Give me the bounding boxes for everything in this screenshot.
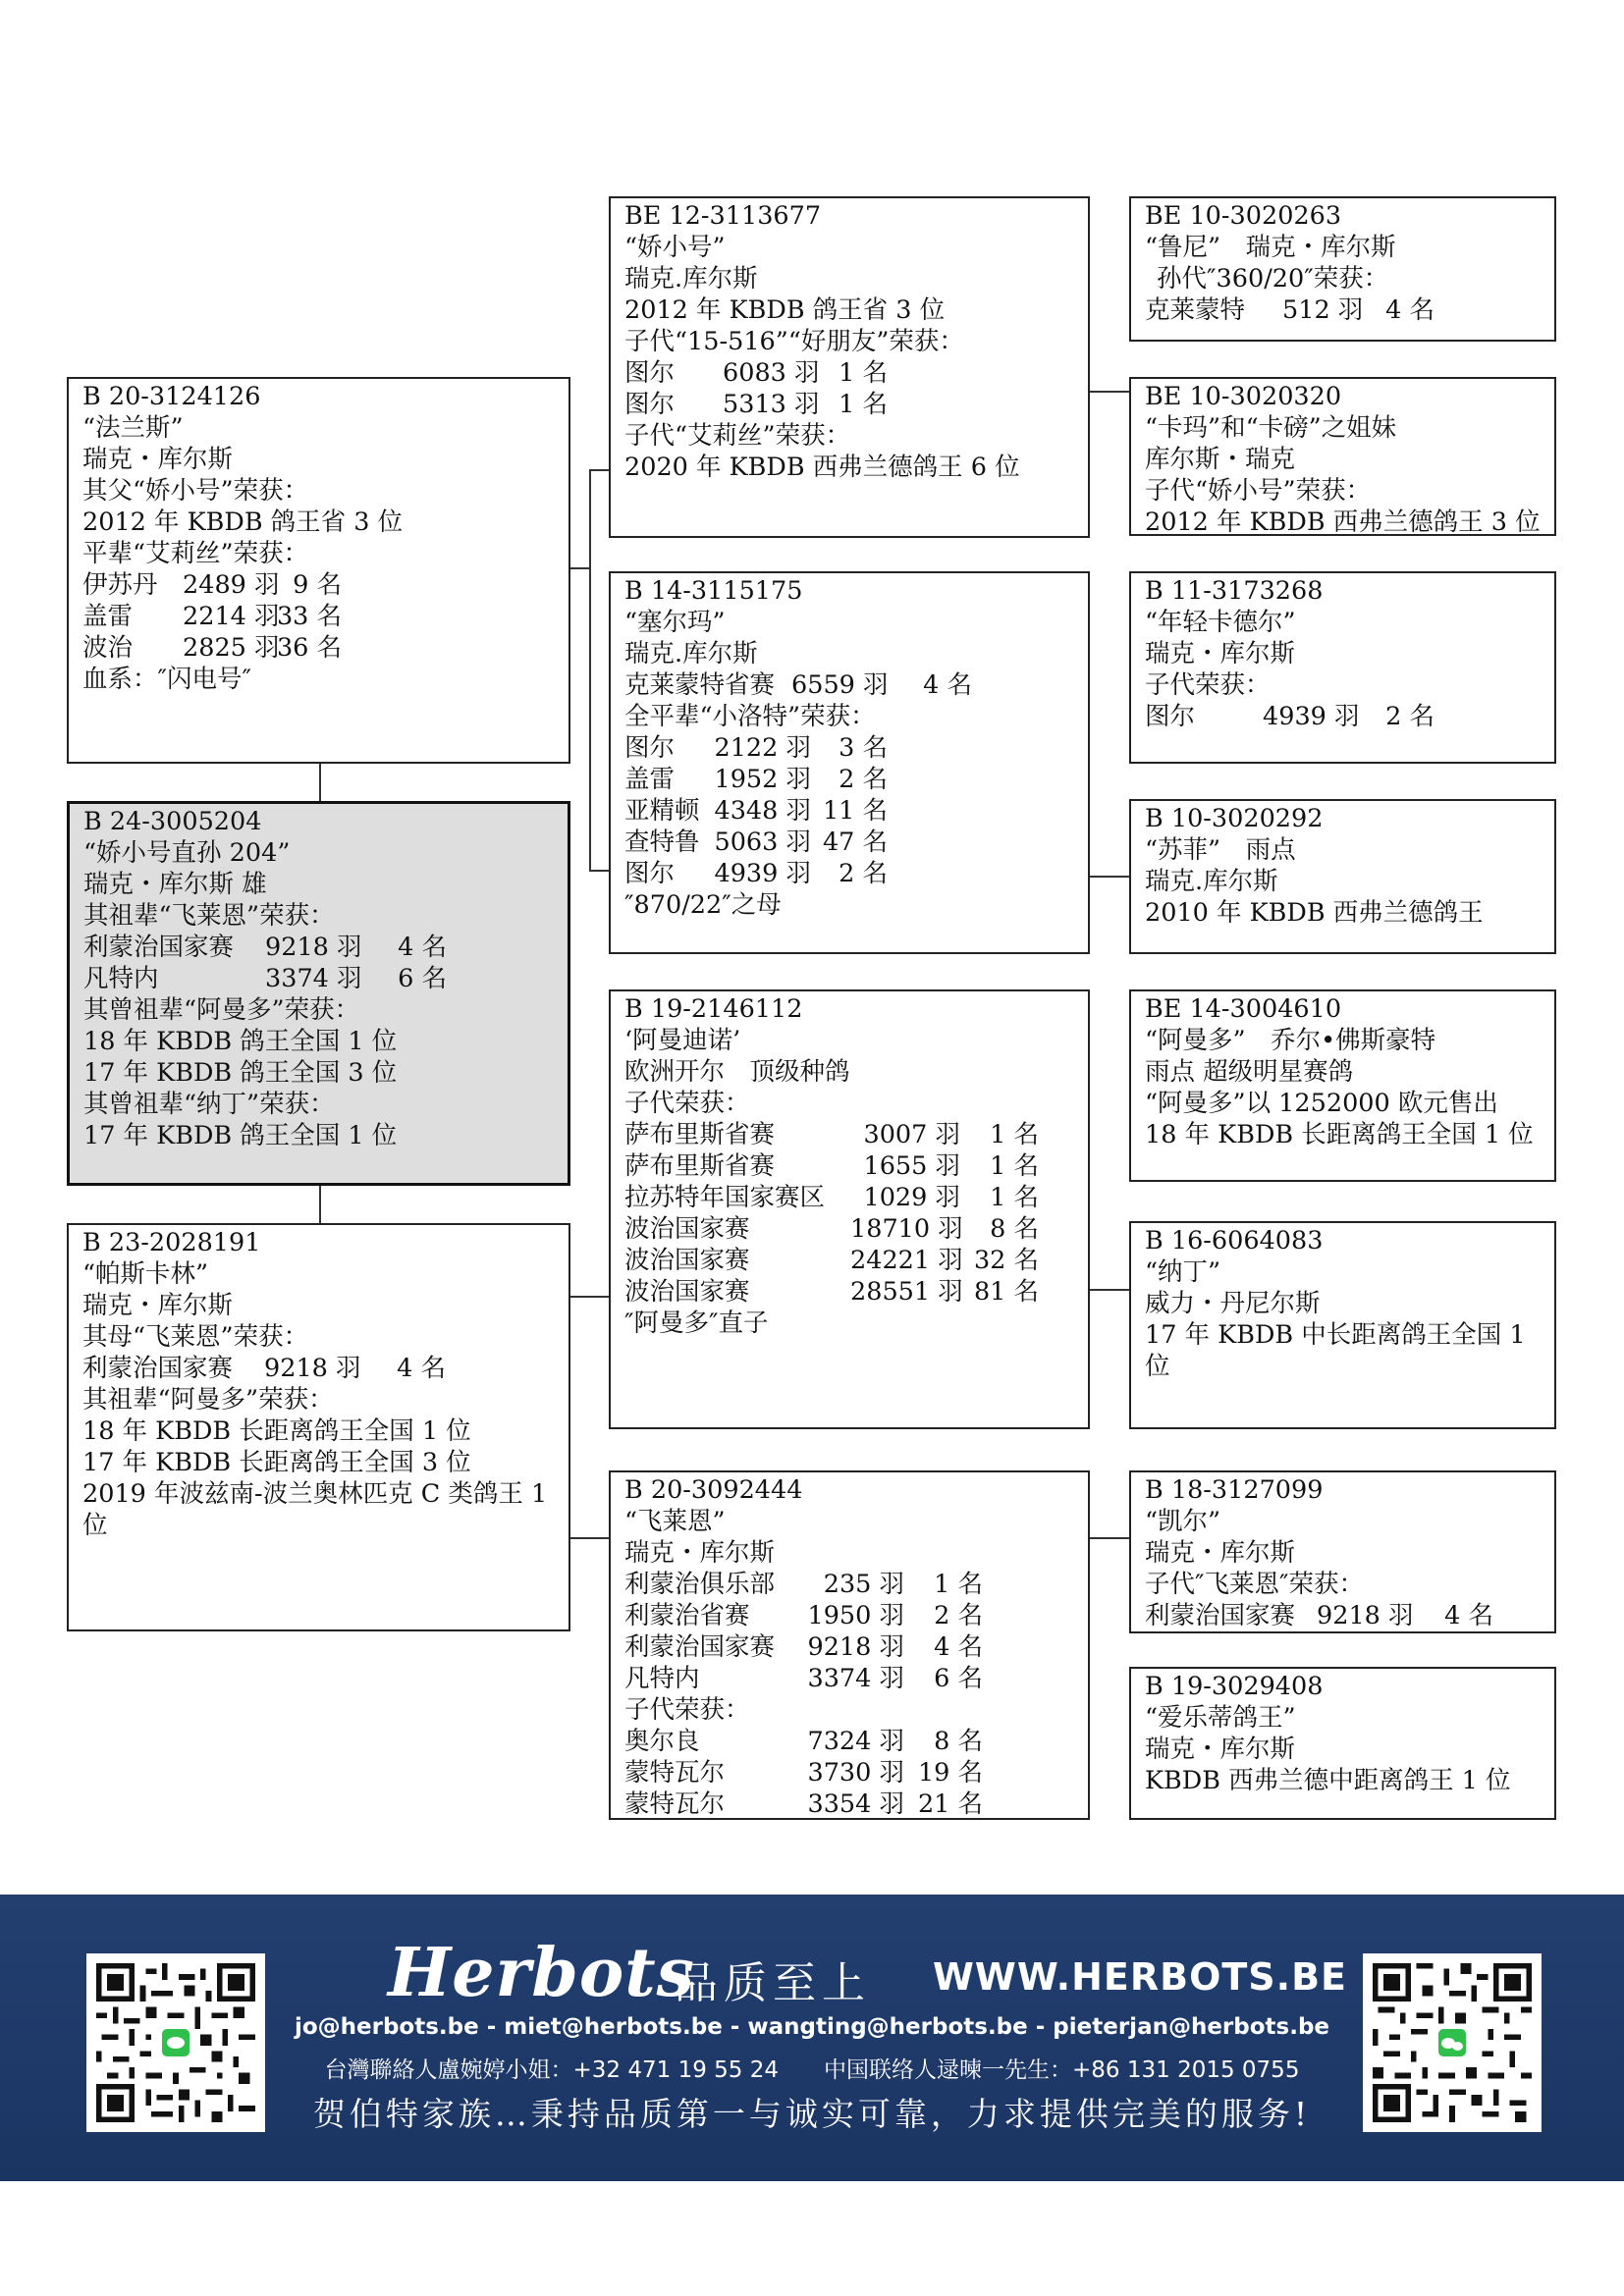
achievement: 17 年 KBDB 中长距离鸽王全国 1 位 xyxy=(1145,1320,1526,1381)
race-result: 盖雷 1952 羽 2 名 xyxy=(624,765,888,794)
race-result: 图尔 6083 羽 1 名 xyxy=(624,358,888,388)
ring-number: BE 10-3020320 xyxy=(1145,382,1342,411)
breeder: 瑞克・库尔斯 xyxy=(82,445,234,474)
pigeon-name: “鲁尼” 瑞克・库尔斯 xyxy=(1145,233,1396,262)
pigeon-name: “卡玛”和“卡磅”之姐妹 xyxy=(1145,413,1397,443)
achievement: 17 年 KBDB 鸽王全国 1 位 xyxy=(83,1121,398,1150)
race-result: 盖雷 2214 羽 33 名 xyxy=(82,602,342,631)
race-result: 利蒙治俱乐部 235 羽 1 名 xyxy=(624,1570,983,1599)
race-result: 波治 2825 羽 36 名 xyxy=(82,633,342,663)
ring-number: B 23-2028191 xyxy=(82,1228,261,1257)
achievement: 2012 年 KBDB 鸽王省 3 位 xyxy=(624,295,946,325)
race-result: 萨布里斯省赛 1655 羽 1 名 xyxy=(624,1151,1039,1181)
race-result: 图尔 5313 羽 1 名 xyxy=(624,390,888,419)
race-result: 蒙特瓦尔 3730 羽 19 名 xyxy=(624,1758,983,1788)
ring-number: B 24-3005204 xyxy=(83,807,262,836)
heading: 全平辈“小洛特”荣获： xyxy=(624,702,876,731)
race-result: 萨布里斯省赛 3007 羽 1 名 xyxy=(624,1120,1039,1149)
breeder: 瑞克.库尔斯 xyxy=(624,264,758,294)
achievement: 2019 年波兹南-波兰奥林匹克 C 类鸽王 1 位 xyxy=(82,1479,548,1540)
race-result: 奥尔良 7324 羽 8 名 xyxy=(624,1727,983,1756)
heading: 子代荣获： xyxy=(624,1695,750,1725)
pigeon-card-sss xyxy=(1129,196,1556,342)
connector-dd-right xyxy=(1090,1537,1129,1539)
ring-number: BE 14-3004610 xyxy=(1145,994,1342,1024)
pigeon-name: “苏菲” 雨点 xyxy=(1145,835,1296,865)
pigeon-name: “纳丁” xyxy=(1145,1257,1221,1287)
ring-number: B 14-3115175 xyxy=(624,576,803,606)
race-result: 利蒙治国家赛 9218 羽 4 名 xyxy=(1145,1601,1493,1630)
achievement: 2020 年 KBDB 西弗兰德鸽王 6 位 xyxy=(624,453,1020,482)
pigeon-name: “年轻卡德尔” xyxy=(1145,608,1296,637)
pigeon-card-dsd xyxy=(1129,1221,1556,1429)
connector-ds-left xyxy=(570,1537,610,1539)
pigeon-name: “阿曼多” 乔尔•佛斯豪特 xyxy=(1145,1026,1436,1055)
race-result: 凡特内 3374 羽 6 名 xyxy=(83,964,447,993)
pigeon-card-sds xyxy=(1129,571,1556,764)
heading: 子代“娇小号”荣获： xyxy=(1145,476,1372,506)
breeder: 瑞克・库尔斯 xyxy=(82,1291,234,1320)
ring-number: B 19-2146112 xyxy=(624,994,803,1024)
heading: 其母“飞莱恩”荣获： xyxy=(82,1322,309,1352)
race-result: 图尔 4939 羽 2 名 xyxy=(1145,702,1435,731)
connector-ss-right xyxy=(1090,391,1129,393)
pigeon-card-dd xyxy=(609,1470,1090,1820)
breeder: 威力・丹尼尔斯 xyxy=(1145,1289,1321,1318)
brand-header xyxy=(388,1934,1348,2012)
connector-sire-bracket xyxy=(589,469,591,871)
pigeon-card-sdd xyxy=(1129,799,1556,954)
ring-number: B 18-3127099 xyxy=(1145,1475,1324,1505)
bloodline: ″阿曼多″直子 xyxy=(624,1308,769,1338)
achievement: 18 年 KBDB 长距离鸽王全国 1 位 xyxy=(1145,1120,1534,1149)
breeder: 瑞克・库尔斯 xyxy=(624,1538,776,1568)
breeder: 瑞克・库尔斯 xyxy=(1145,639,1296,668)
race-result: 波治国家赛 18710 羽 8 名 xyxy=(624,1214,1039,1244)
herbots-logo: Herbots xyxy=(388,1934,695,2012)
breeder: 瑞克・库尔斯 xyxy=(1145,1538,1296,1568)
race-result: 凡特内 3374 羽 6 名 xyxy=(624,1664,983,1693)
heading: 其曾祖辈“纳丁”荣获： xyxy=(83,1090,335,1119)
footer-banner xyxy=(0,1895,1624,2181)
ring-number: B 10-3020292 xyxy=(1145,804,1324,833)
pigeon-name: “法兰斯” xyxy=(82,413,184,443)
achievement: 雨点 超级明星赛鸽 xyxy=(1145,1057,1354,1087)
pigeon-name: ‘阿曼迪诺’ xyxy=(624,1026,741,1055)
pigeon-card-dds xyxy=(1129,1470,1556,1633)
race-result: 波治国家赛 28551 羽 81 名 xyxy=(624,1277,1039,1307)
race-result: 伊苏丹 2489 羽 9 名 xyxy=(82,570,342,600)
race-result: 利蒙治国家赛 9218 羽 4 名 xyxy=(83,933,447,962)
heading: 孙代″360/20″荣获： xyxy=(1157,264,1389,294)
heading: 子代荣获： xyxy=(624,1089,750,1118)
race-result: 利蒙治国家赛 9218 羽 4 名 xyxy=(82,1354,446,1383)
achievement: 18 年 KBDB 鸽王全国 1 位 xyxy=(83,1027,398,1056)
breeder: 瑞克.库尔斯 xyxy=(1145,867,1278,896)
connector-sd-right xyxy=(1090,876,1129,878)
email-addresses[interactable]: jo@herbots.be - miet@herbots.be - wangting@herbots.be - pieterjan@herbots.be xyxy=(294,2014,1330,2040)
breeder: 欧洲开尔 顶级种鸽 xyxy=(624,1057,850,1087)
race-result: 亚精顿 4348 羽 11 名 xyxy=(624,796,888,826)
achievement: 2012 年 KBDB 西弗兰德鸽王 3 位 xyxy=(1145,507,1541,536)
race-result: 克莱蒙特省赛 6559 羽 4 名 xyxy=(624,670,972,700)
race-result: 拉苏特年国家赛区 1029 羽 1 名 xyxy=(624,1183,1039,1212)
slogan: 品质至上 xyxy=(675,1958,871,2008)
race-result: 查特鲁 5063 羽 47 名 xyxy=(624,828,888,857)
race-result: 克莱蒙特 512 羽 4 名 xyxy=(1145,295,1435,325)
pigeon-name: “帕斯卡林” xyxy=(82,1259,209,1289)
achievement: 17 年 KBDB 鸽王全国 3 位 xyxy=(83,1058,398,1088)
connector-sire-right xyxy=(570,567,590,569)
pigeon-card-ddd xyxy=(1129,1667,1556,1820)
pigeon-name: “飞莱恩” xyxy=(624,1507,726,1536)
breeder: 瑞克.库尔斯 xyxy=(624,639,758,668)
achievement: 2010 年 KBDB 西弗兰德鸽王 xyxy=(1145,898,1484,928)
race-result: 蒙特瓦尔 3354 羽 21 名 xyxy=(624,1789,983,1819)
heading: 其祖辈“阿曼多”荣获： xyxy=(82,1385,334,1415)
heading: 子代“艾莉丝”荣获： xyxy=(624,421,851,451)
race-result: 利蒙治省赛 1950 羽 2 名 xyxy=(624,1601,983,1630)
pigeon-name: “娇小号直孙 204” xyxy=(83,838,291,868)
connector-sire-subject xyxy=(319,764,321,801)
heading: 平辈“艾莉丝”荣获： xyxy=(82,539,309,568)
race-result: 波治国家赛 24221 羽 32 名 xyxy=(624,1246,1039,1275)
pigeon-card-dss xyxy=(1129,989,1556,1182)
pigeon-name: “凯尔” xyxy=(1145,1507,1221,1536)
race-result: 图尔 4939 羽 2 名 xyxy=(624,859,888,888)
heading: 其曾祖辈“阿曼多”荣获： xyxy=(83,995,360,1025)
pigeon-name: “爱乐蒂鸽王” xyxy=(1145,1703,1296,1733)
pigeon-card-ds xyxy=(609,989,1090,1429)
pigeon-card-sd xyxy=(609,571,1090,954)
breeder: 瑞克・库尔斯 雄 xyxy=(83,870,267,899)
pigeon-card-ssd xyxy=(1129,377,1556,536)
connector-dam-right xyxy=(570,1296,610,1298)
pigeon-card-subject xyxy=(67,801,570,1186)
pigeon-name: “娇小号” xyxy=(624,233,726,262)
breeder: 库尔斯・瑞克 xyxy=(1145,445,1296,474)
achievement: “阿曼多”以 1252000 欧元售出 xyxy=(1145,1089,1498,1118)
motto: 贺伯特家族…秉持品质第一与诚实可靠，力求提供完美的服务! xyxy=(312,2095,1312,2133)
heading: 子代“15-516”“好朋友”荣获： xyxy=(624,327,964,356)
ring-number: B 20-3124126 xyxy=(82,382,261,411)
ring-number: B 20-3092444 xyxy=(624,1475,803,1505)
connector-ds-right xyxy=(1090,1289,1129,1291)
achievement: 18 年 KBDB 长距离鸽王全国 1 位 xyxy=(82,1416,471,1446)
heading: 其父“娇小号”荣获： xyxy=(82,476,309,506)
achievement: KBDB 西弗兰德中距离鸽王 1 位 xyxy=(1145,1766,1511,1795)
bloodline: ″870/22″之母 xyxy=(624,890,782,920)
connector-subject-dam xyxy=(319,1186,321,1223)
achievement: 2012 年 KBDB 鸽王省 3 位 xyxy=(82,507,404,537)
heading: 子代荣获： xyxy=(1145,670,1271,700)
achievement: 17 年 KBDB 长距离鸽王全国 3 位 xyxy=(82,1448,471,1477)
ring-number: BE 12-3113677 xyxy=(624,201,822,231)
pigeon-card-sire xyxy=(67,377,570,764)
ring-number: B 19-3029408 xyxy=(1145,1672,1324,1701)
pigeon-name: “塞尔玛” xyxy=(624,608,726,637)
heading: 其祖辈“飞莱恩”荣获： xyxy=(83,901,335,931)
connector-to-ss xyxy=(589,469,609,471)
ring-number: BE 10-3020263 xyxy=(1145,201,1342,231)
heading: 子代″飞莱恩″荣获： xyxy=(1145,1570,1365,1599)
connector-to-sd xyxy=(589,870,609,872)
website-link[interactable]: WWW.HERBOTS.BE xyxy=(933,1955,1348,1999)
ring-number: B 16-6064083 xyxy=(1145,1226,1324,1255)
pigeon-card-ss xyxy=(609,196,1090,538)
breeder: 瑞克・库尔斯 xyxy=(1145,1735,1296,1764)
race-result: 利蒙治国家赛 9218 羽 4 名 xyxy=(624,1632,983,1662)
ring-number: B 11-3173268 xyxy=(1145,576,1324,606)
contact-phones: 台灣聯絡人盧婉婷小姐：+32 471 19 55 24 中国联络人逯暕一先生：+86 131 2015 0755 xyxy=(324,2057,1300,2083)
bloodline: 血系：″闪电号″ xyxy=(82,665,252,694)
pigeon-card-dam xyxy=(67,1223,570,1631)
race-result: 图尔 2122 羽 3 名 xyxy=(624,733,888,763)
